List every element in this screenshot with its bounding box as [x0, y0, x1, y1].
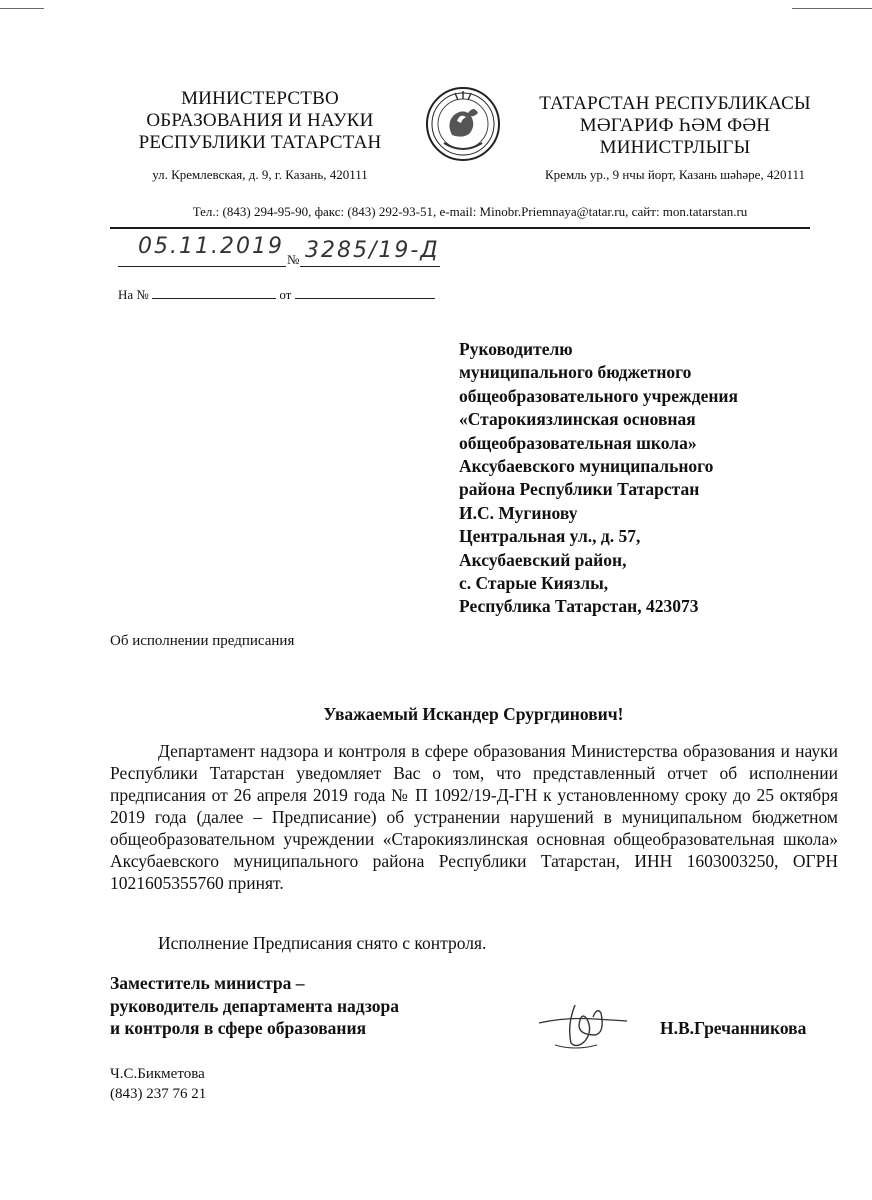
- recipient-line: Аксубаевского муниципального: [459, 456, 714, 477]
- executor-name: Ч.С.Бикметова: [110, 1066, 205, 1082]
- body-paragraph: Департамент надзора и контроля в сфере образования Министерства образования и науки Республики Татарстан уведомляет Вас о том, что представленный отчет об исполнении предписания от 26 апреля 2019 года № П 1092/19-Д-ГН к установленному сроку до 25 октября 2019 года (далее – Предписание) об устранении нарушений в муниципальном бюджетном общеобразовательном учреждении «Старокиязлинская основная общеобразовательная школа» Аксубаевского муниципального района Республики Татарстан, ИНН 1603003250, ОГРН 1021605355760 принят.: [110, 741, 838, 893]
- registration-number: 3285/19-Д: [305, 238, 440, 263]
- contacts-line: Тел.: (843) 294-95-90, факс: (843) 292-93-51, e-mail: Minobr.Priemnaya@tatar.ru, сайт: mon.tatarstan.ru: [192, 204, 748, 219]
- registration-number-label: №: [287, 252, 300, 267]
- ministry-line: ТАТАРСТАН РЕСПУБЛИКАСЫ: [539, 93, 811, 114]
- reference-number-blank: [152, 298, 276, 299]
- body-paragraph: Исполнение Предписания снято с контроля.: [158, 933, 487, 953]
- reference-number-label: На №: [118, 287, 149, 302]
- reference-date-blank: [295, 298, 435, 299]
- recipient-line: общеобразовательная школа»: [459, 432, 697, 453]
- signatory-position-line: руководитель департамента надзора: [110, 995, 400, 1016]
- letter-subject: Об исполнении предписания: [110, 633, 295, 649]
- recipient-line: с. Старые Киязлы,: [459, 573, 609, 594]
- ministry-line: ОБРАЗОВАНИЯ И НАУКИ: [146, 110, 374, 131]
- ministry-name-tt: [525, 93, 825, 159]
- recipient-line: муниципального бюджетного: [459, 362, 692, 383]
- reference-line: [118, 287, 435, 303]
- recipient-block: [459, 338, 839, 619]
- reference-date-label: от: [279, 287, 292, 302]
- ministry-name-ru: [110, 88, 410, 154]
- ministry-line: МӘГАРИФ ҺӘМ ФӘН: [579, 115, 771, 136]
- tatarstan-emblem-icon: [424, 83, 502, 165]
- scan-edge-left: [0, 8, 44, 9]
- ministry-line: МИНИСТЕРСТВО: [181, 88, 339, 109]
- recipient-line: Республика Татарстан, 423073: [459, 596, 699, 617]
- recipient-line: Руководителю: [459, 339, 573, 359]
- signatory-name: Н.В.Гречанникова: [660, 1018, 807, 1038]
- address-tt: Кремль ур., 9 нчы йорт, Казань шәһәре, 420111: [545, 167, 805, 182]
- recipient-line: общеобразовательного учреждения: [459, 385, 738, 406]
- date-underline: [118, 266, 286, 267]
- recipient-line: И.С. Мугинову: [459, 502, 578, 523]
- ministry-line: МИНИСТРЛЫГЫ: [599, 137, 751, 158]
- scan-edge-right: [792, 8, 872, 9]
- recipient-line: «Старокиязлинская основная: [459, 409, 696, 430]
- executor-phone: (843) 237 76 21: [110, 1086, 207, 1102]
- number-underline: [300, 266, 440, 267]
- recipient-line: Центральная ул., д. 57,: [459, 526, 641, 547]
- greeting: Уважаемый Искандер Срургдинович!: [323, 704, 624, 724]
- recipient-line: района Республики Татарстан: [459, 479, 700, 500]
- executor-block: [110, 1064, 206, 1104]
- ministry-line: РЕСПУБЛИКИ ТАТАРСТАН: [138, 132, 382, 153]
- signatory-position: [110, 972, 399, 1040]
- signatory-position-line: и контроля в сфере образования: [110, 1018, 367, 1039]
- signatory-position-line: Заместитель министра –: [110, 973, 305, 993]
- header-divider: [110, 227, 810, 229]
- recipient-line: Аксубаевский район,: [459, 549, 627, 570]
- registration-date: 05.11.2019: [138, 234, 284, 259]
- address-ru: ул. Кремлевская, д. 9, г. Казань, 420111: [152, 167, 368, 182]
- handwritten-signature: [535, 995, 635, 1055]
